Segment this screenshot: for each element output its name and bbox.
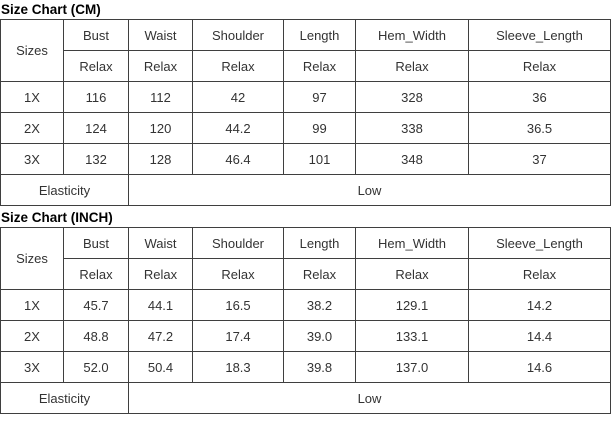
size-chart-title: Size Chart (INCH) <box>1 210 113 225</box>
column-header-cell: Waist <box>129 228 193 259</box>
column-header-cell: Waist <box>129 20 193 51</box>
fit-header-cell: Relax <box>356 51 469 82</box>
measurement-value-cell: 37 <box>469 144 611 175</box>
fit-header-cell: Relax <box>356 259 469 290</box>
fit-header-cell: Relax <box>129 51 193 82</box>
sizes-header-cell: Sizes <box>1 228 64 290</box>
sizes-header-cell: Sizes <box>1 20 64 82</box>
header-row-fit <box>1 259 611 290</box>
size-chart-table <box>0 227 611 414</box>
size-chart-title: Size Chart (CM) <box>1 2 101 17</box>
size-label-cell: 1X <box>1 82 64 113</box>
header-row-measurements <box>1 228 611 259</box>
measurement-value-cell: 101 <box>284 144 356 175</box>
measurement-value-cell: 48.8 <box>64 321 129 352</box>
measurement-value-cell: 348 <box>356 144 469 175</box>
measurement-value-cell: 18.3 <box>193 352 284 383</box>
measurement-value-cell: 338 <box>356 113 469 144</box>
measurement-value-cell: 132 <box>64 144 129 175</box>
size-label-cell: 3X <box>1 352 64 383</box>
measurement-value-cell: 129.1 <box>356 290 469 321</box>
column-header-cell: Sleeve_Length <box>469 228 611 259</box>
fit-header-cell: Relax <box>284 51 356 82</box>
measurement-value-cell: 38.2 <box>284 290 356 321</box>
size-row <box>1 113 611 144</box>
measurement-value-cell: 39.0 <box>284 321 356 352</box>
elasticity-row <box>1 175 611 206</box>
measurement-value-cell: 45.7 <box>64 290 129 321</box>
size-label-cell: 2X <box>1 113 64 144</box>
column-header-cell: Shoulder <box>193 228 284 259</box>
measurement-value-cell: 42 <box>193 82 284 113</box>
fit-header-cell: Relax <box>64 259 129 290</box>
measurement-value-cell: 120 <box>129 113 193 144</box>
elasticity-label-cell: Elasticity <box>1 175 129 206</box>
size-label-cell: 1X <box>1 290 64 321</box>
fit-header-cell: Relax <box>469 51 611 82</box>
measurement-value-cell: 124 <box>64 113 129 144</box>
measurement-value-cell: 46.4 <box>193 144 284 175</box>
elasticity-label-cell: Elasticity <box>1 383 129 414</box>
column-header-cell: Length <box>284 20 356 51</box>
column-header-cell: Length <box>284 228 356 259</box>
measurement-value-cell: 116 <box>64 82 129 113</box>
measurement-value-cell: 52.0 <box>64 352 129 383</box>
measurement-value-cell: 128 <box>129 144 193 175</box>
column-header-cell: Hem_Width <box>356 20 469 51</box>
column-header-cell: Bust <box>64 228 129 259</box>
column-header-cell: Hem_Width <box>356 228 469 259</box>
size-row <box>1 352 611 383</box>
size-row <box>1 321 611 352</box>
measurement-value-cell: 47.2 <box>129 321 193 352</box>
size-label-cell: 3X <box>1 144 64 175</box>
size-chart-table <box>0 19 611 206</box>
measurement-value-cell: 328 <box>356 82 469 113</box>
column-header-cell: Shoulder <box>193 20 284 51</box>
fit-header-cell: Relax <box>64 51 129 82</box>
column-header-cell: Sleeve_Length <box>469 20 611 51</box>
fit-header-cell: Relax <box>193 51 284 82</box>
measurement-value-cell: 44.1 <box>129 290 193 321</box>
measurement-value-cell: 99 <box>284 113 356 144</box>
elasticity-row <box>1 383 611 414</box>
measurement-value-cell: 133.1 <box>356 321 469 352</box>
measurement-value-cell: 14.6 <box>469 352 611 383</box>
size-row <box>1 144 611 175</box>
fit-header-cell: Relax <box>469 259 611 290</box>
size-row <box>1 82 611 113</box>
fit-header-cell: Relax <box>284 259 356 290</box>
measurement-value-cell: 50.4 <box>129 352 193 383</box>
size-label-cell: 2X <box>1 321 64 352</box>
elasticity-value-cell: Low <box>129 383 611 414</box>
elasticity-value-cell: Low <box>129 175 611 206</box>
size-row <box>1 290 611 321</box>
measurement-value-cell: 44.2 <box>193 113 284 144</box>
fit-header-cell: Relax <box>129 259 193 290</box>
measurement-value-cell: 17.4 <box>193 321 284 352</box>
header-row-fit <box>1 51 611 82</box>
measurement-value-cell: 112 <box>129 82 193 113</box>
column-header-cell: Bust <box>64 20 129 51</box>
measurement-value-cell: 16.5 <box>193 290 284 321</box>
measurement-value-cell: 36.5 <box>469 113 611 144</box>
measurement-value-cell: 97 <box>284 82 356 113</box>
header-row-measurements <box>1 20 611 51</box>
fit-header-cell: Relax <box>193 259 284 290</box>
measurement-value-cell: 137.0 <box>356 352 469 383</box>
measurement-value-cell: 14.4 <box>469 321 611 352</box>
measurement-value-cell: 39.8 <box>284 352 356 383</box>
measurement-value-cell: 36 <box>469 82 611 113</box>
measurement-value-cell: 14.2 <box>469 290 611 321</box>
